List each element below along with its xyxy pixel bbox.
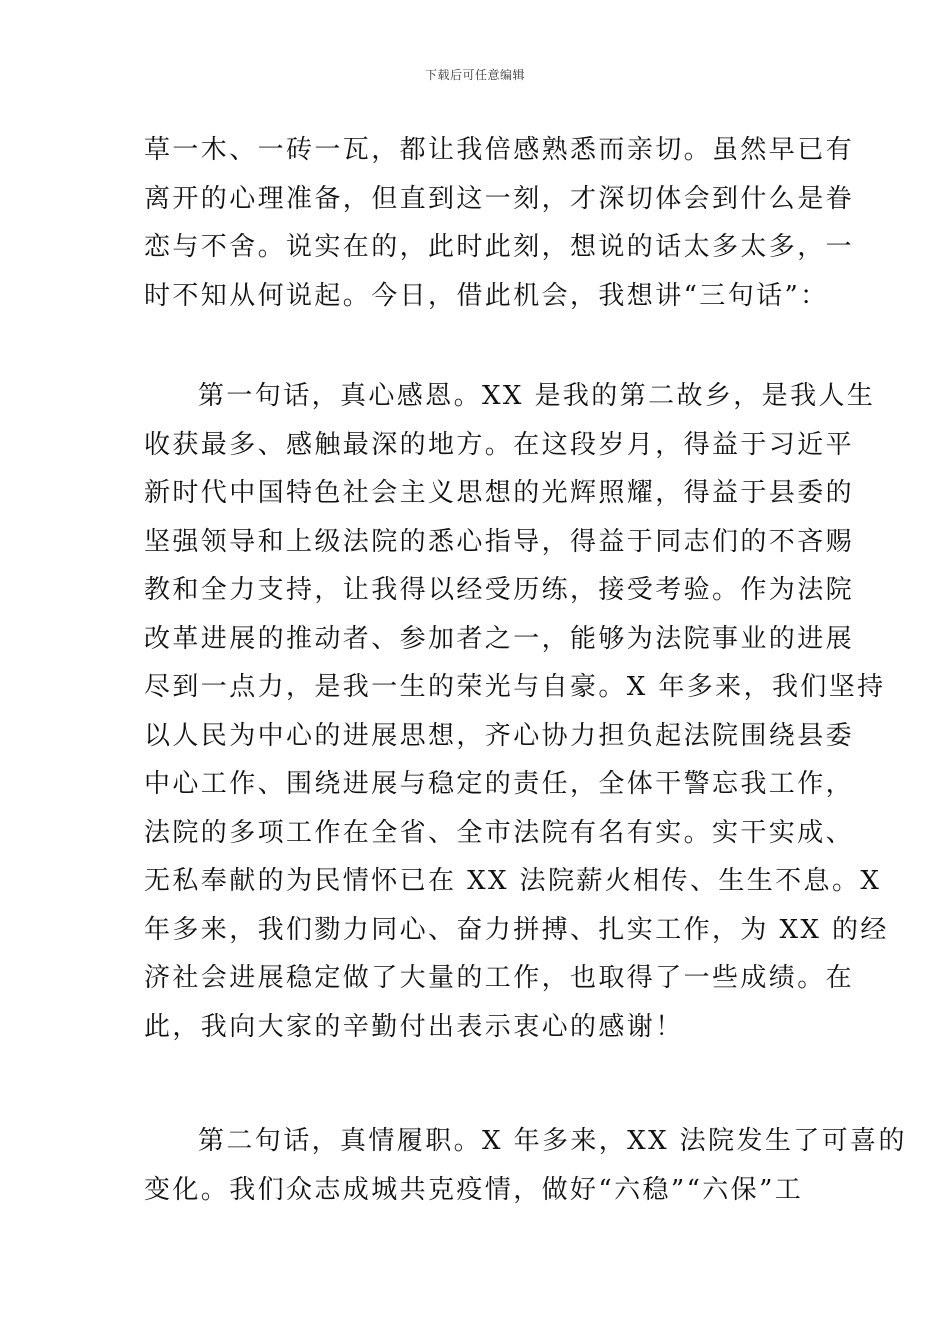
text-line: 恋与不舍。说实在的，此时此刻，想说的话太多太多，一 bbox=[144, 232, 855, 262]
text-line: 法院的多项工作在全省、全市法院有名有实。实干实成、 bbox=[144, 817, 855, 848]
text-line: 第一句话，真心感恩。XX 是我的第二故乡，是我人生 bbox=[198, 381, 876, 411]
paragraph-continuation bbox=[144, 126, 855, 320]
page-header: 下载后可任意编辑 bbox=[424, 68, 525, 82]
text-line: 尽到一点力，是我一生的荣光与自豪。X 年多来，我们坚持 bbox=[144, 672, 886, 702]
text-line: 年多来，我们勠力同心、奋力拼搏、扎实工作，为 XX 的经 bbox=[144, 914, 889, 945]
text-line: 以人民为中心的进展思想，齐心协力担负起法院围绕县委 bbox=[144, 720, 855, 751]
text-line: 此，我向大家的辛勤付出表示衷心的感谢！ bbox=[144, 1011, 684, 1042]
text-line: 改革进展的推动者、参加者之一，能够为法院事业的进展 bbox=[144, 623, 855, 654]
text-line: 无私奉献的为民情怀已在 XX 法院薪火相传、生生不息。X bbox=[144, 866, 882, 896]
text-line: 中心工作、围绕进展与稳定的责任，全体干警忘我工作， bbox=[144, 769, 855, 799]
text-line: 新时代中国特色社会主义思想的光辉照耀，得益于县委的 bbox=[144, 478, 855, 508]
text-line: 教和全力支持，让我得以经受历练，接受考验。作为法院 bbox=[144, 575, 855, 605]
paragraph-gratitude bbox=[144, 372, 889, 1051]
text-line: 坚强领导和上级法院的悉心指导，得益于同志们的不吝赐 bbox=[144, 526, 855, 557]
text-line: 济社会进展稳定做了大量的工作，也取得了一些成绩。在 bbox=[144, 963, 855, 993]
text-line: 收获最多、感触最深的地方。在这段岁月，得益于习近平 bbox=[144, 429, 855, 460]
text-line: 时不知从何说起。今日，借此机会，我想讲“三句话”： bbox=[144, 280, 829, 311]
text-line: 草一木、一砖一瓦，都让我倍感熟悉而亲切。虽然早已有 bbox=[144, 135, 855, 165]
paragraph-duty bbox=[144, 1117, 907, 1214]
text-line: 第二句话，真情履职。X 年多来，XX 法院发生了可喜的 bbox=[198, 1126, 907, 1156]
text-line: 离开的心理准备，但直到这一刻，才深切体会到什么是眷 bbox=[144, 183, 855, 214]
text-line: 变化。我们众志成城共克疫情，做好“六稳”“六保”工 bbox=[144, 1174, 804, 1205]
